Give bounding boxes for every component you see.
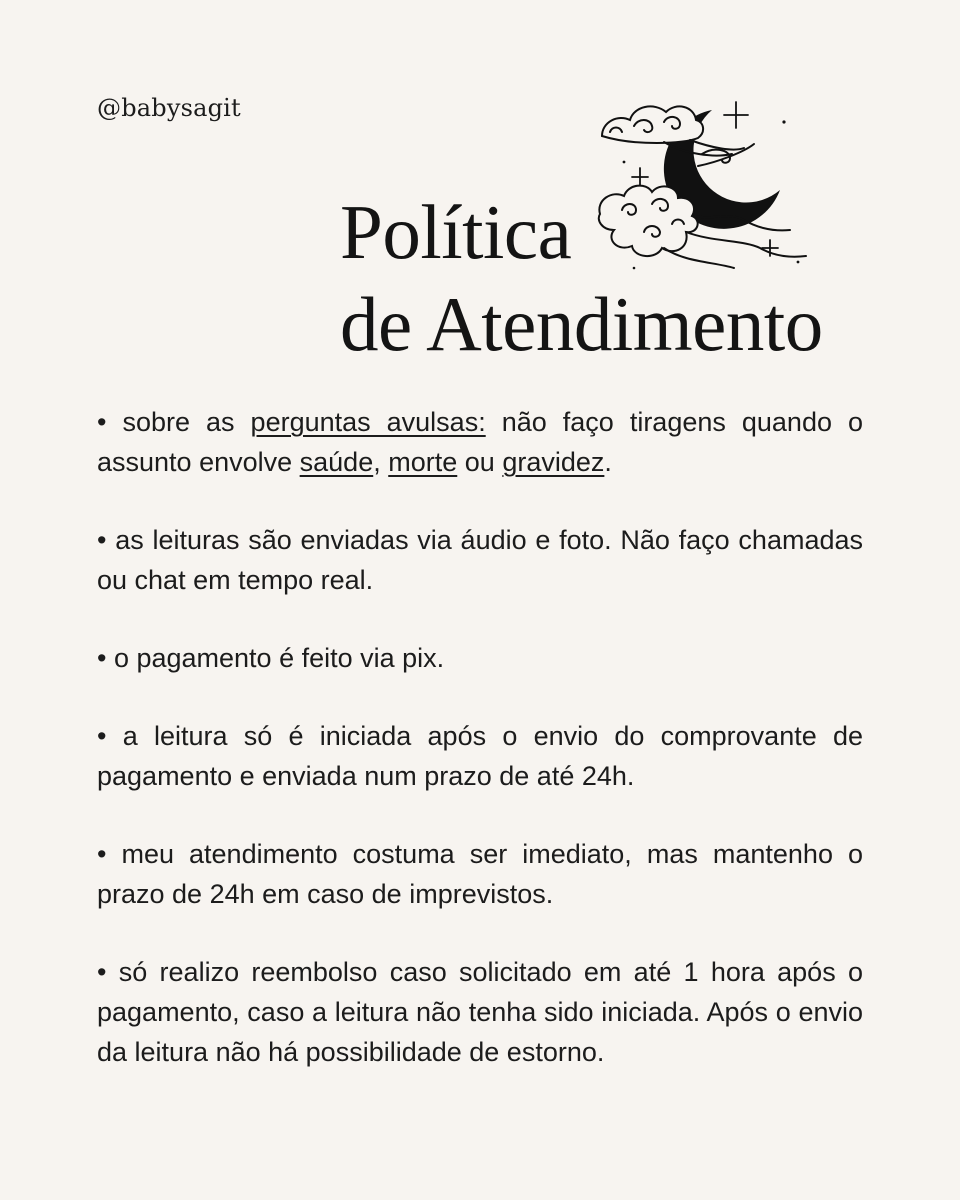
- policy-item-text: não faço tiragens quando o assunto envolve: [97, 407, 864, 477]
- policy-item-refund: • só realizo reembolso caso solicitado em até 1 hora após o pagamento, caso a leitura não tenha sido iniciada. Após o envio da leitura não há possibilidade de estorno.: [97, 957, 863, 1067]
- policy-list: [97, 402, 863, 1072]
- underlined-term: saúde: [299, 447, 374, 477]
- crescent-moon-clouds-icon: [594, 92, 814, 284]
- underlined-term: perguntas avulsas:: [250, 407, 486, 437]
- policy-item-payment: • o pagamento é feito via pix.: [97, 643, 445, 673]
- policy-item-start: • a leitura só é iniciada após o envio do comprovante de pagamento e enviada num prazo de até 24h.: [97, 721, 863, 791]
- title-line-2: de Atendimento: [340, 281, 823, 367]
- underlined-term: gravidez: [502, 447, 605, 477]
- title-line-1: Política: [340, 189, 572, 275]
- policy-item-text: ou: [457, 447, 503, 477]
- policy-item-text: .: [604, 447, 612, 477]
- policy-item-questions: [97, 402, 863, 482]
- policy-item-delivery: • as leituras são enviadas via áudio e foto. Não faço chamadas ou chat em tempo real.: [97, 525, 863, 595]
- policy-item-text: • sobre as: [97, 407, 251, 437]
- account-handle: @babysagit: [97, 94, 241, 122]
- policy-item-text: ,: [373, 447, 389, 477]
- underlined-term: morte: [388, 447, 458, 477]
- policy-item-deadline: • meu atendimento costuma ser imediato, mas mantenho o prazo de 24h em caso de imprevistos.: [97, 839, 863, 909]
